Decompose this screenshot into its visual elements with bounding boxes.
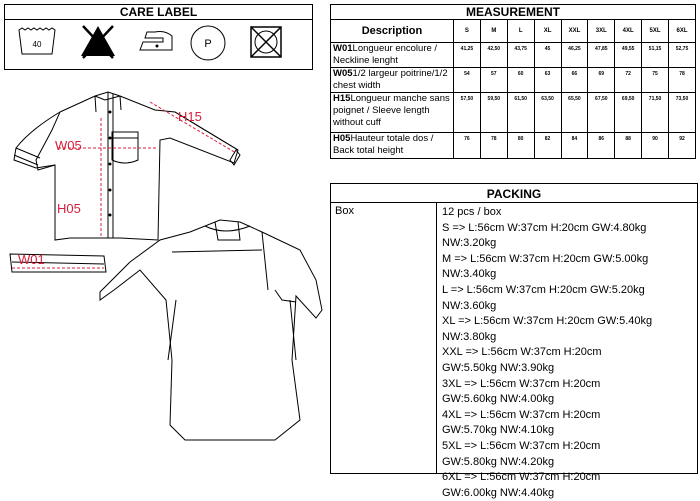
packing-line: GW:5.80kg NW:4.20kg — [442, 455, 555, 468]
packing-line: S => L:56cm W:37cm H:20cm GW:4.80kg — [442, 221, 647, 234]
measure-value: 73,50 — [669, 93, 696, 133]
measure-desc: W051/2 largeur poitrine/1/2 chest width — [331, 68, 454, 93]
shirt-buttons — [109, 111, 112, 217]
packing-line: XL => L:56cm W:37cm H:20cm GW:5.40kg — [442, 315, 653, 328]
measure-value: 80 — [507, 133, 534, 159]
wash-temp-text: 40 — [32, 40, 42, 49]
measurement-lines — [12, 102, 236, 268]
measure-desc: W01Longueur encolure / Neckline lenght — [331, 43, 454, 68]
measure-value: 69 — [588, 68, 615, 93]
packing-line: 5XL => L:56cm W:37cm H:20cm — [442, 439, 601, 452]
measure-value: 54 — [454, 68, 481, 93]
label-h05: H05 — [57, 201, 81, 216]
measure-value: 88 — [615, 133, 642, 159]
measure-value: 84 — [561, 133, 588, 159]
packing-line: 4XL => L:56cm W:37cm H:20cm — [442, 408, 601, 421]
packing-line: NW:3.60kg — [442, 299, 497, 312]
packing-details — [438, 203, 697, 499]
packing-line: NW:3.40kg — [442, 268, 497, 281]
iron-low-icon — [140, 32, 172, 51]
measure-value: 90 — [642, 133, 669, 159]
packing-label: Box — [331, 203, 437, 473]
packing-line: GW:5.70kg NW:4.10kg — [442, 424, 555, 437]
size-header: XXL — [561, 20, 588, 43]
measure-value: 71,50 — [642, 93, 669, 133]
size-header: S — [454, 20, 481, 43]
measure-value: 45 — [534, 43, 561, 68]
measure-value: 76 — [454, 133, 481, 159]
packing-line: NW:3.20kg — [442, 237, 497, 250]
dry-clean-p-icon — [191, 26, 225, 60]
packing-box — [330, 183, 698, 499]
measure-value: 69,50 — [615, 93, 642, 133]
measure-value: 72 — [615, 68, 642, 93]
measure-value: 57 — [480, 68, 507, 93]
packing-line: GW:5.60kg NW:4.00kg — [442, 393, 555, 406]
packing-line: NW:3.80kg — [442, 330, 497, 343]
measurement-title: MEASUREMENT — [331, 5, 696, 20]
measure-value: 49,55 — [615, 43, 642, 68]
packing-line: 6XL => L:56cm W:37cm H:20cm — [442, 471, 601, 484]
measure-value: 63 — [534, 68, 561, 93]
shirt-diagram — [0, 80, 330, 476]
packing-line: XXL => L:56cm W:37cm H:20cm — [442, 346, 602, 359]
packing-title: PACKING — [331, 184, 697, 203]
measure-desc: H05Hauteur totale dos / Back total height — [331, 133, 454, 159]
no-tumble-dry-icon — [251, 27, 281, 57]
measure-value: 42,50 — [480, 43, 507, 68]
packing-line: 3XL => L:56cm W:37cm H:20cm — [442, 377, 601, 390]
size-header: 5XL — [642, 20, 669, 43]
description-header: Description — [331, 20, 454, 43]
measure-value: 60 — [507, 68, 534, 93]
measure-value: 66 — [561, 68, 588, 93]
measure-value: 61,50 — [507, 93, 534, 133]
packing-line: GW:5.50kg NW:3.90kg — [442, 361, 555, 374]
measure-value: 43,75 — [507, 43, 534, 68]
measure-value: 65,50 — [561, 93, 588, 133]
care-label-title: CARE LABEL — [5, 5, 312, 20]
measure-value: 46,25 — [561, 43, 588, 68]
packing-line: M => L:56cm W:37cm H:20cm GW:5.00kg — [442, 252, 649, 265]
measure-value: 86 — [588, 133, 615, 159]
label-w01: W01 — [18, 252, 45, 267]
label-h15: H15 — [178, 109, 202, 124]
measure-value: 75 — [642, 68, 669, 93]
label-w05: W05 — [55, 138, 82, 153]
packing-line: 12 pcs / box — [442, 206, 502, 218]
measure-value: 78 — [480, 133, 507, 159]
measure-value: 52,75 — [669, 43, 696, 68]
measure-value: 63,50 — [534, 93, 561, 133]
size-header: 6XL — [669, 20, 696, 43]
measure-desc: H15Longueur manche sans poignet / Sleeve length without cuff — [331, 93, 454, 133]
packing-line: L => L:56cm W:37cm H:20cm GW:5.20kg — [442, 283, 645, 296]
size-header: 3XL — [588, 20, 615, 43]
measure-value: 51,15 — [642, 43, 669, 68]
measure-value: 82 — [534, 133, 561, 159]
measure-value: 47,85 — [588, 43, 615, 68]
shirt-front-drawing — [14, 92, 240, 240]
size-header: M — [480, 20, 507, 43]
care-label-box — [4, 4, 313, 70]
measurement-table — [330, 4, 696, 159]
packing-line: GW:6.00kg NW:4.40kg — [442, 486, 555, 499]
size-header: 4XL — [615, 20, 642, 43]
measure-value: 41,25 — [454, 43, 481, 68]
size-header: L — [507, 20, 534, 43]
size-header: XL — [534, 20, 561, 43]
no-bleach-icon — [81, 26, 115, 58]
measure-value: 59,50 — [480, 93, 507, 133]
care-icons — [5, 20, 312, 69]
measure-value: 78 — [669, 68, 696, 93]
measure-value: 67,50 — [588, 93, 615, 133]
dry-clean-p-text: P — [204, 38, 212, 50]
wash-40-icon — [19, 28, 55, 54]
measure-value: 92 — [669, 133, 696, 159]
shirt-back-drawing — [100, 220, 322, 440]
measure-value: 57,50 — [454, 93, 481, 133]
